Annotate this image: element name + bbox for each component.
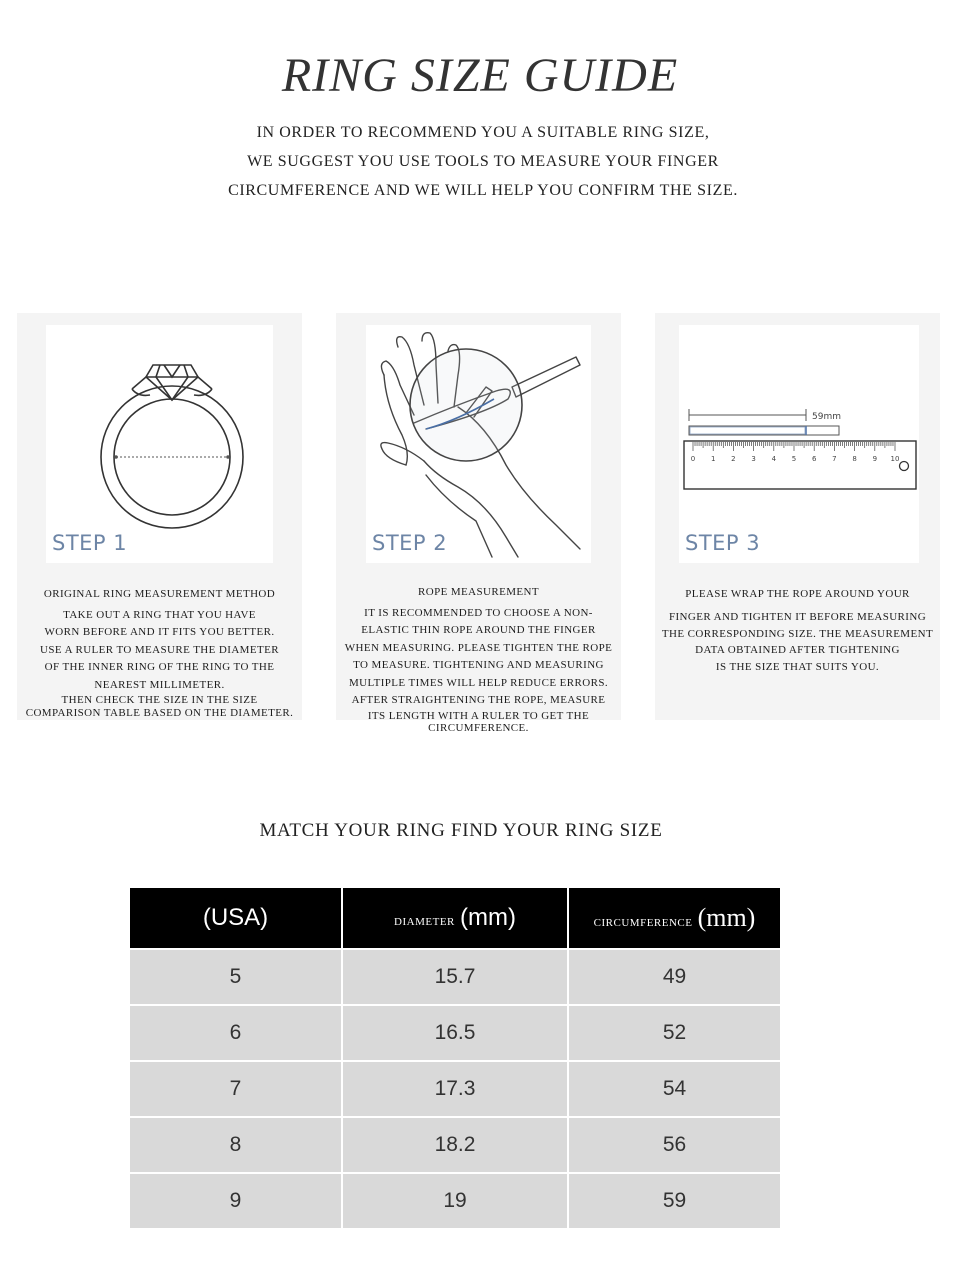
step-line: DATA OBTAINED AFTER TIGHTENING <box>695 644 900 656</box>
cell-usa-size: 8 <box>130 1117 342 1173</box>
table-header-row <box>130 888 780 949</box>
cell-circumference: 59 <box>568 1173 780 1229</box>
cell-diameter: 16.5 <box>342 1005 568 1061</box>
hand-rope-icon <box>366 325 591 563</box>
intro-line: CIRCUMFERENCE AND WE WILL HELP YOU CONFIRM THE SIZE. <box>228 182 738 199</box>
step-2-text <box>336 584 621 734</box>
ruler-number: 8 <box>852 455 857 463</box>
step-line: TAKE OUT A RING THAT YOU HAVE <box>63 608 256 621</box>
ruler-number: 0 <box>690 455 696 463</box>
step-line: ITS LENGTH WITH A RULER TO GET THE <box>367 709 590 722</box>
ruler-number: 9 <box>872 455 878 463</box>
table-row <box>130 1061 780 1117</box>
step-line: NEAREST MILLIMETER. <box>94 678 225 691</box>
ruler-number: 2 <box>731 455 736 463</box>
step-line: MULTIPLE TIMES WILL HELP REDUCE ERRORS. <box>348 676 609 689</box>
header-usa-size: (USA) <box>130 888 342 949</box>
step-3-card <box>655 313 940 720</box>
intro-line: IN ORDER TO RECOMMEND YOU A SUITABLE RING SIZE, <box>256 124 710 141</box>
ruler-number: 6 <box>811 455 817 463</box>
step-line: COMPARISON TABLE BASED ON THE DIAMETER. <box>25 707 294 719</box>
step-label: STEP 2 <box>372 531 448 555</box>
table-row <box>130 1173 780 1229</box>
cell-usa-size: 5 <box>130 949 342 1005</box>
ruler-number: 5 <box>791 455 797 463</box>
step-2-card <box>336 313 621 734</box>
table-row <box>130 949 780 1005</box>
cell-diameter: 19 <box>342 1173 568 1229</box>
step-heading: PLEASE WRAP THE ROPE AROUND YOUR <box>685 588 910 600</box>
step-3-image <box>679 325 919 563</box>
page-title: RING SIZE GUIDE <box>281 49 679 102</box>
step-line: THEN CHECK THE SIZE IN THE SIZE <box>61 694 258 706</box>
ruler-icon <box>679 325 919 563</box>
ruler-number: 1 <box>710 455 716 463</box>
step-heading: ROPE MEASUREMENT <box>418 586 539 598</box>
ring-size-table <box>130 888 780 1230</box>
step-line: USE A RULER TO MEASURE THE DIAMETER <box>40 643 279 656</box>
table-row <box>130 1117 780 1173</box>
header-circumference: CIRCUMFERENCE (mm) <box>568 888 780 949</box>
step-2-image <box>366 325 591 563</box>
measure-label: 59mm <box>812 412 841 422</box>
cell-diameter: 17.3 <box>342 1061 568 1117</box>
intro-text <box>0 118 960 205</box>
step-1-image <box>46 325 273 563</box>
ruler-number: 7 <box>832 455 837 463</box>
cell-diameter: 15.7 <box>342 949 568 1005</box>
cell-usa-size: 9 <box>130 1173 342 1229</box>
step-line: OF THE INNER RING OF THE RING TO THE <box>44 661 275 673</box>
step-line: IT IS RECOMMENDED TO CHOOSE A NON- <box>364 606 593 619</box>
step-heading: ORIGINAL RING MEASUREMENT METHOD <box>43 588 276 600</box>
step-line: THE CORRESPONDING SIZE. THE MEASUREMENT <box>661 628 934 640</box>
header-diameter: DIAMETER (mm) <box>342 888 568 949</box>
step-1-card <box>17 313 302 720</box>
step-label: STEP 1 <box>52 531 128 555</box>
cell-diameter: 18.2 <box>342 1117 568 1173</box>
step-line: ELASTIC THIN ROPE AROUND THE FINGER <box>361 624 596 636</box>
table-row <box>130 1005 780 1061</box>
ruler-number: 10 <box>890 455 900 463</box>
step-3-text <box>655 584 940 676</box>
intro-line: WE SUGGEST YOU USE TOOLS TO MEASURE YOUR FINGER <box>247 153 719 170</box>
ruler-number: 3 <box>751 455 756 463</box>
step-line: AFTER STRAIGHTENING THE ROPE, MEASURE <box>351 694 606 706</box>
step-line: CIRCUMFERENCE. <box>428 721 529 734</box>
ring-icon <box>46 325 273 563</box>
cell-circumference: 49 <box>568 949 780 1005</box>
cell-usa-size: 7 <box>130 1061 342 1117</box>
cell-circumference: 54 <box>568 1061 780 1117</box>
step-line: WHEN MEASURING. PLEASE TIGHTEN THE ROPE <box>344 641 613 654</box>
cell-circumference: 52 <box>568 1005 780 1061</box>
step-line: TO MEASURE. TIGHTENING AND MEASURING <box>353 659 604 671</box>
step-1-text <box>17 586 302 720</box>
step-line: WORN BEFORE AND IT FITS YOU BETTER. <box>44 626 275 638</box>
cell-circumference: 56 <box>568 1117 780 1173</box>
table-title: MATCH YOUR RING FIND YOUR RING SIZE <box>259 820 663 841</box>
step-line: IS THE SIZE THAT SUITS YOU. <box>715 661 880 673</box>
step-line: FINGER AND TIGHTEN IT BEFORE MEASURING <box>668 611 927 623</box>
cell-usa-size: 6 <box>130 1005 342 1061</box>
ruler-number: 4 <box>771 455 777 463</box>
step-label: STEP 3 <box>685 531 761 555</box>
